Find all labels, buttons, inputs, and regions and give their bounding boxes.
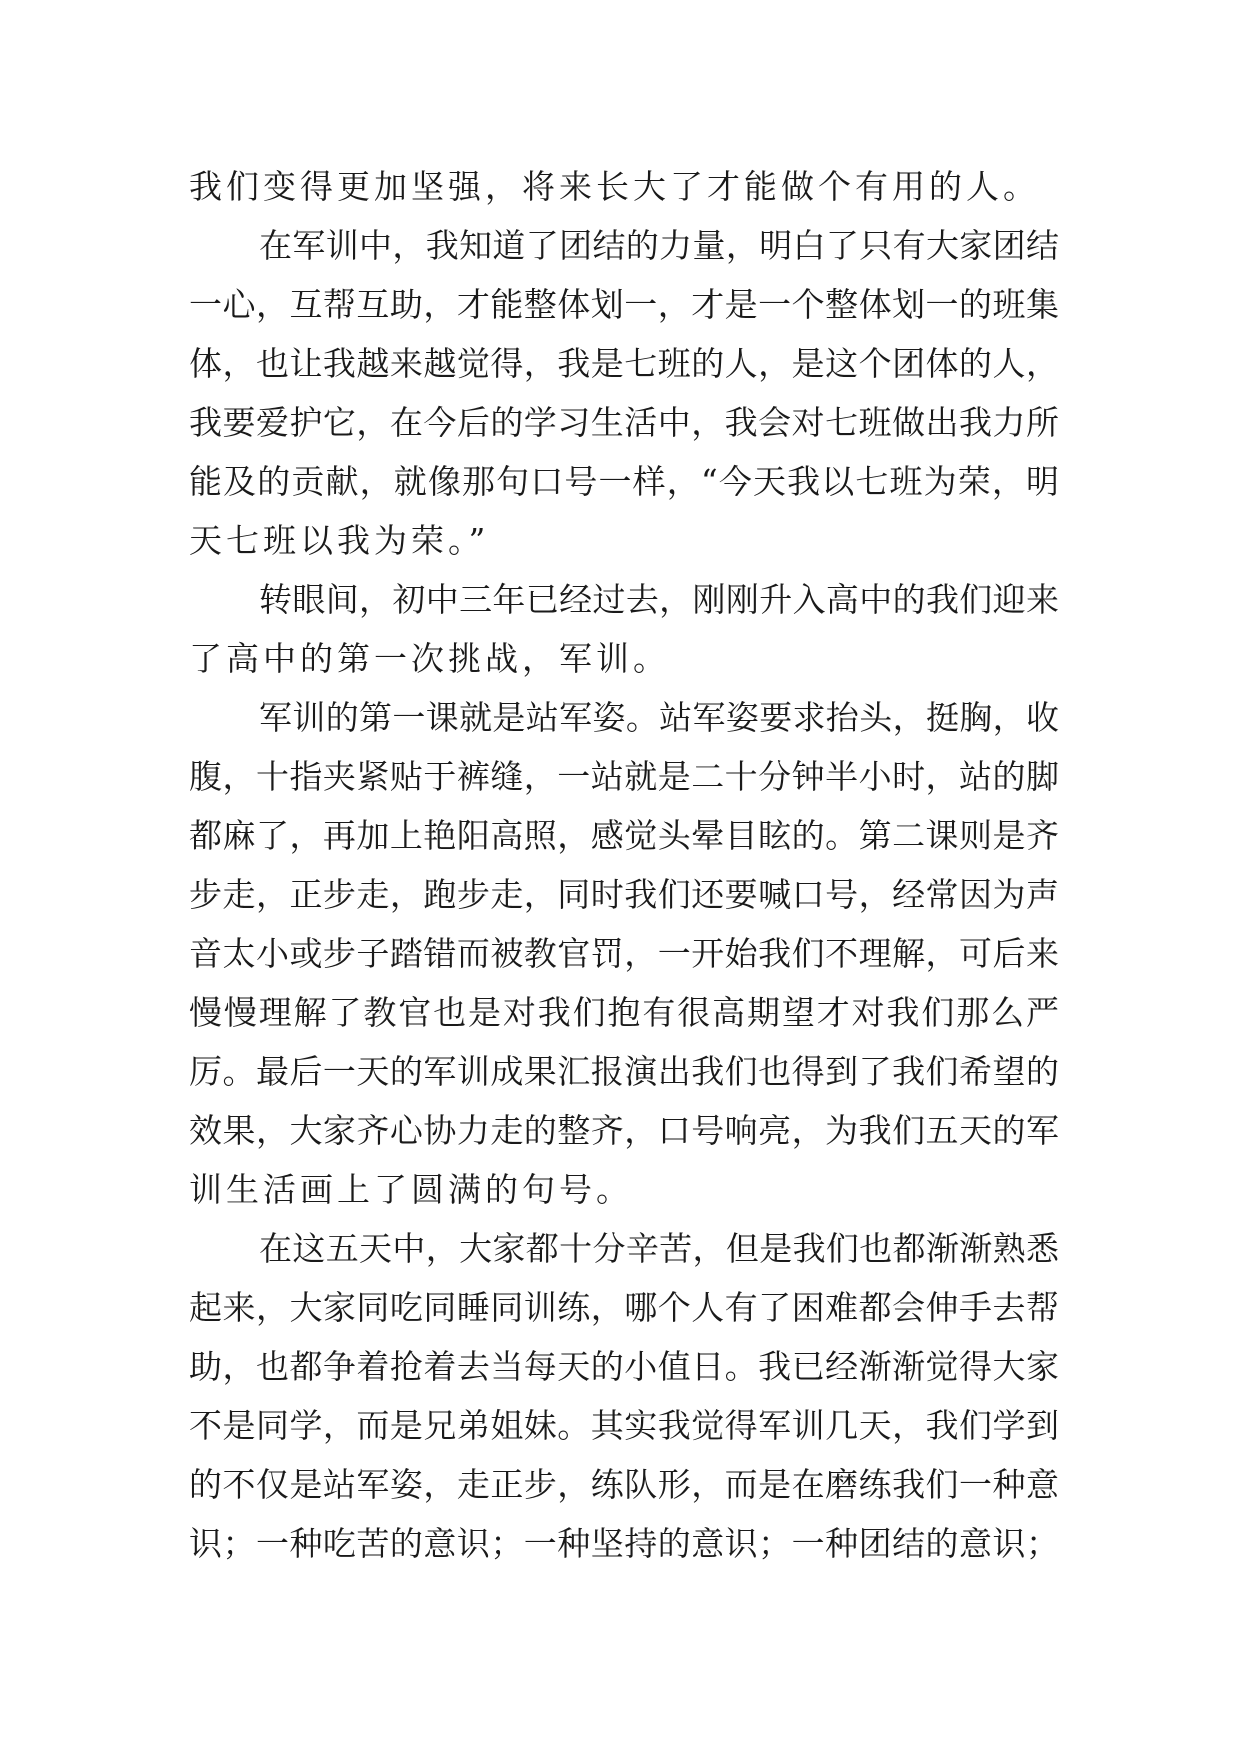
text-line: 腹，十指夹紧贴于裤缝，一站就是二十分钟半小时，站的脚 <box>189 757 1059 796</box>
text-line: 步走，正步走，跑步走，同时我们还要喊口号，经常因为声 <box>189 875 1059 914</box>
text-line: 起来，大家同吃同睡同训练，哪个人有了困难都会伸手去帮 <box>189 1288 1059 1327</box>
text-line: 体，也让我越来越觉得，我是七班的人，是这个团体的人， <box>189 344 1059 383</box>
text-line: 我要爱护它，在今后的学习生活中，我会对七班做出我力所 <box>189 403 1059 442</box>
text-line: 在这五天中，大家都十分辛苦，但是我们也都渐渐熟悉 <box>259 1229 1059 1268</box>
text-line: 音太小或步子踏错而被教官罚，一开始我们不理解，可后来 <box>189 934 1059 973</box>
text-line: 了高中的第一次挑战，军训。 <box>189 639 670 678</box>
text-line: 我们变得更加坚强，将来长大了才能做个有用的人。 <box>189 167 1040 206</box>
text-line: 能及的贡献，就像那句口号一样，“今天我以七班为荣，明 <box>189 462 1059 501</box>
text-line: 效果，大家齐心协力走的整齐，口号响亮，为我们五天的军 <box>189 1111 1059 1150</box>
text-line: 厉。最后一天的军训成果汇报演出我们也得到了我们希望的 <box>189 1052 1059 1091</box>
text-line: 在军训中，我知道了团结的力量，明白了只有大家团结 <box>259 226 1059 265</box>
text-line: 天七班以我为荣。” <box>189 521 490 560</box>
text-line: 的不仅是站军姿，走正步，练队形，而是在磨练我们一种意 <box>189 1465 1059 1504</box>
text-line: 转眼间，初中三年已经过去，刚刚升入高中的我们迎来 <box>259 580 1059 619</box>
document-body <box>189 157 1059 1573</box>
text-line: 助，也都争着抢着去当每天的小值日。我已经渐渐觉得大家 <box>189 1347 1059 1386</box>
text-line: 慢慢理解了教官也是对我们抱有很高期望才对我们那么严 <box>189 993 1059 1032</box>
text-line: 识；一种吃苦的意识；一种坚持的意识；一种团结的意识； <box>189 1524 1059 1563</box>
text-line: 训生活画上了圆满的句号。 <box>189 1170 633 1209</box>
text-line: 军训的第一课就是站军姿。站军姿要求抬头，挺胸，收 <box>259 698 1059 737</box>
text-line: 一心，互帮互助，才能整体划一，才是一个整体划一的班集 <box>189 285 1059 324</box>
text-line: 不是同学，而是兄弟姐妹。其实我觉得军训几天，我们学到 <box>189 1406 1059 1445</box>
text-line: 都麻了，再加上艳阳高照，感觉头晕目眩的。第二课则是齐 <box>189 816 1059 855</box>
